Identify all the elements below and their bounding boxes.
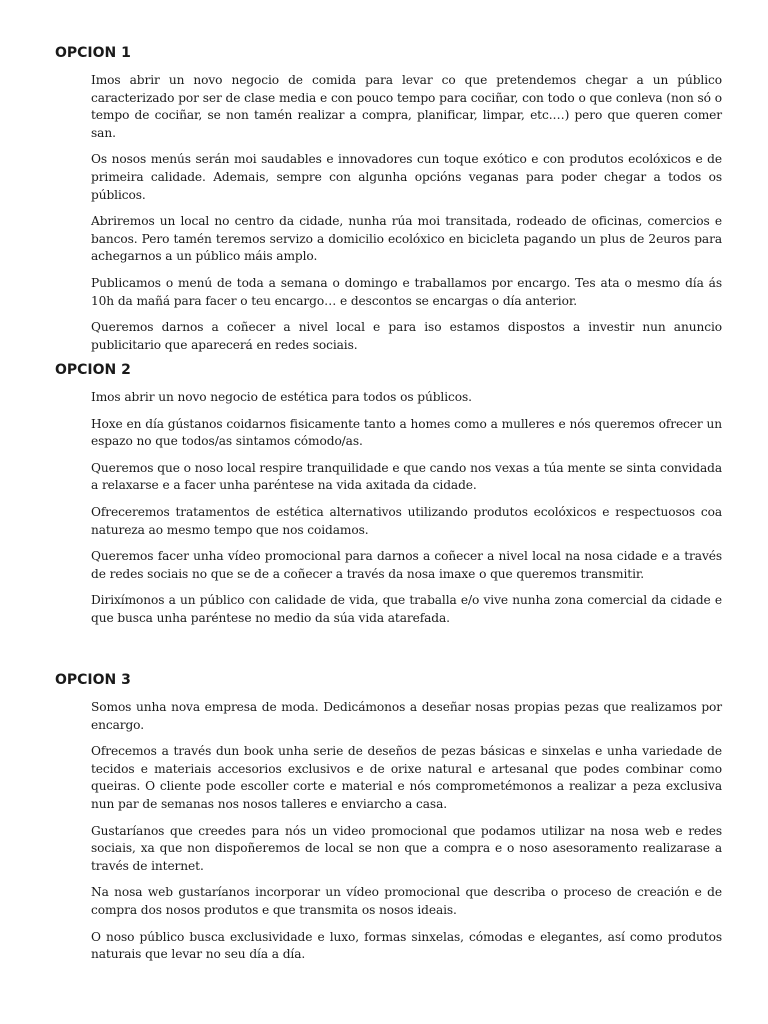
section-opcion-3 bbox=[55, 671, 722, 973]
paragraph: Queremos facer unha vídeo promocional para darnos a coñecer a nivel local na nosa cidade e a través de redes sociais no que se de a coñecer a través da nosa imaxe o que queremos transmitir. bbox=[91, 549, 722, 581]
paragraph: Imos abrir un novo negocio de estética para todos os públicos. bbox=[91, 390, 472, 404]
paragraph: Na nosa web gustaríanos incorporar un vídeo promocional que describa o proceso de creación e de compra dos nosos produtos e que transmita os nosos ideais. bbox=[91, 885, 722, 917]
section-title: OPCION 2 bbox=[55, 362, 131, 378]
paragraph: Somos unha nova empresa de moda. Dedicámonos a deseñar nosas propias pezas que realizamos por encargo. bbox=[91, 700, 722, 732]
paragraph: Gustaríanos que creedes para nós un video promocional que podamos utilizar na nosa web e redes sociais, xa que non dispoñeremos de local se non que a compra e o noso asesoramento realizarase a través de internet. bbox=[91, 823, 722, 873]
paragraph: Publicamos o menú de toda a semana o domingo e traballamos por encargo. Tes ata o mesmo día ás 10h da mañá para facer o teu encargo… e descontos se encargas o día anterior. bbox=[91, 275, 722, 308]
section-title: OPCION 3 bbox=[55, 672, 131, 688]
paragraph: Ofrecemos a través dun book unha serie de deseños de pezas básicas e sinxelas e unha variedade de tecidos e materiais accesorios exclusivos e de orixe natural e artesanal que podes combinar como queiras. O cliente pode escoller corte e material e nós comprometémonos a realizar a peza exclusiva nun par de semanas nos nosos talleres e enviarcho a casa. bbox=[91, 744, 722, 811]
paragraph: Abriremos un local no centro da cidade, nunha rúa moi transitada, rodeado de oficinas, comercios e bancos. Pero tamén teremos servizo a domicilio ecolóxico en bicicleta pagando un plus de 2euros para achegarnos a un público máis amplo. bbox=[91, 214, 722, 264]
paragraph: Hoxe en día gústanos coidarnos fisicamente tanto a homes como a mulleres e nós queremos ofrecer un espazo no que todos/as sintamos cómodo/as. bbox=[91, 416, 722, 449]
paragraph: Imos abrir un novo negocio de comida para levar co que pretendemos chegar a un público caracterizado por ser de clase media e con pouco tempo para cociñar, con todo o que conleva (non só o tempo de cociñar, se non tamén realizar a compra, planificar, limpar, etc.…) pero que queren comer san. bbox=[91, 73, 722, 140]
paragraph: Queremos que o noso local respire tranquilidade e que cando nos vexas a túa mente se sinta convidada a relaxarse e a facer unha paréntese na vida axitada da cidade. bbox=[91, 460, 722, 493]
paragraph: Queremos darnos a coñecer a nivel local e para iso estamos dispostos a investir nun anuncio publicitario que aparecerá en redes sociais. bbox=[91, 320, 722, 352]
section-opcion-1 bbox=[55, 44, 722, 363]
paragraph: Dirixímonos a un público con calidade de vida, que traballa e/o vive nunha zona comercial da cidade e que busca unha paréntese no medio da súa vida atarefada. bbox=[91, 593, 722, 625]
paragraph: Os nosos menús serán moi saudables e innovadores cun toque exótico e con produtos ecolóxicos e de primeira calidade. Ademais, sempre con algunha opcións veganas para poder chegar a todos os públicos. bbox=[91, 152, 722, 202]
section-title: OPCION 1 bbox=[55, 45, 131, 61]
paragraph: O noso público busca exclusividade e luxo, formas sinxelas, cómodas e elegantes, así como produtos naturais que levar no seu día a día. bbox=[91, 929, 722, 962]
section-opcion-2 bbox=[55, 361, 722, 637]
paragraph: Ofreceremos tratamentos de estética alternativos utilizando produtos ecolóxicos e respectuosos coa natureza ao mesmo tempo que nos coidamos. bbox=[91, 504, 722, 537]
